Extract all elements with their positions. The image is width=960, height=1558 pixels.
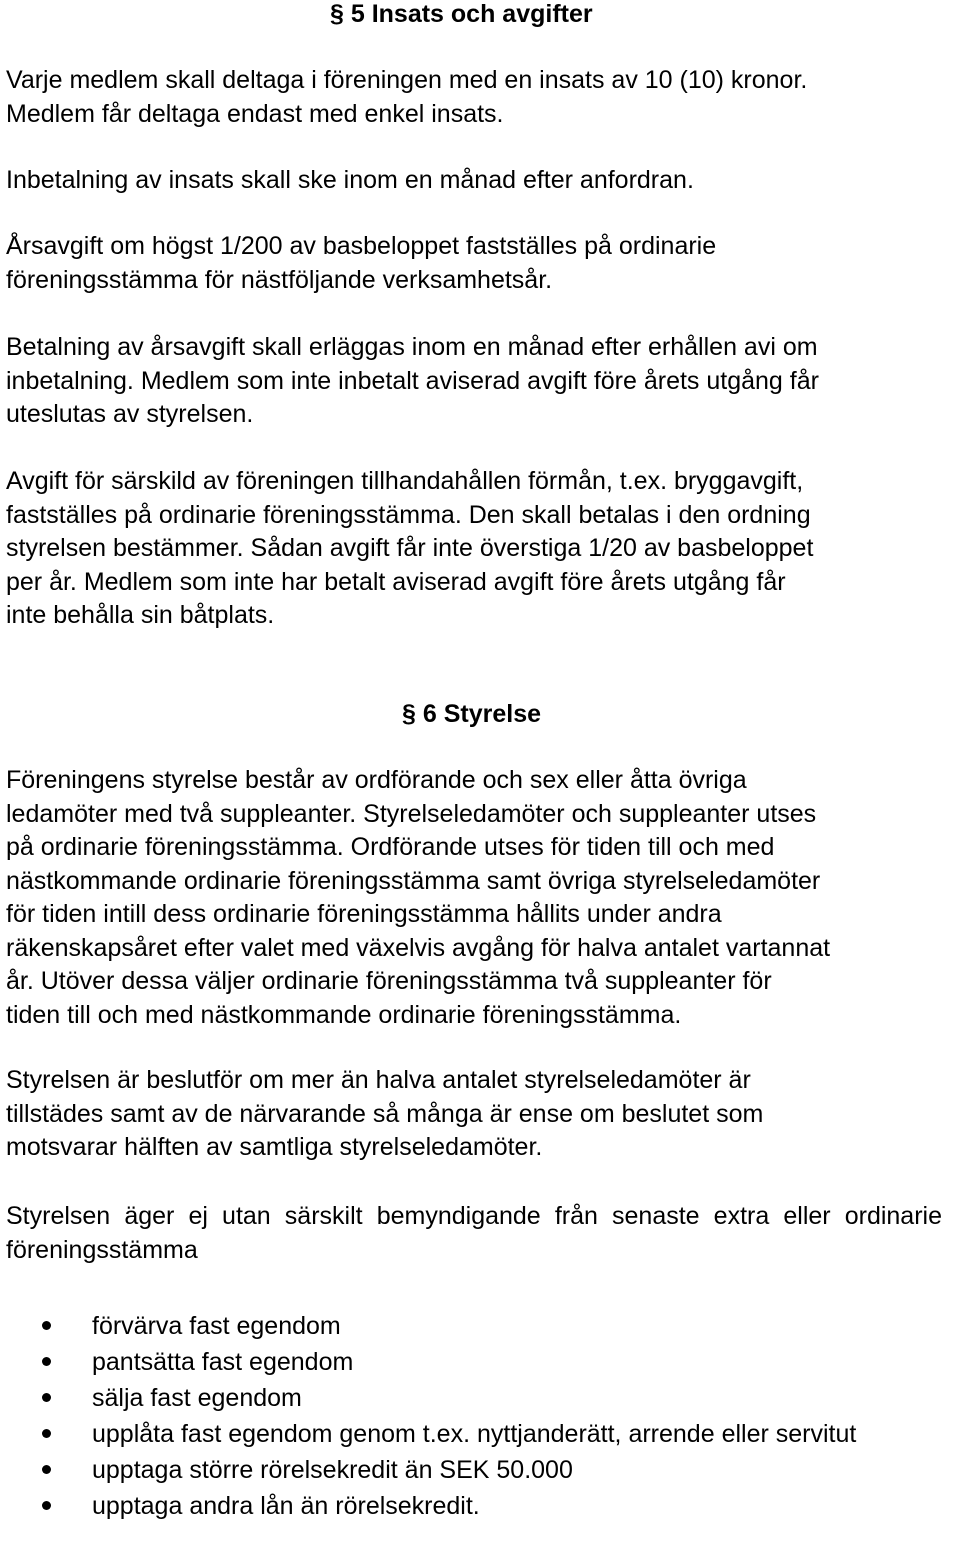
list-item-text: upptaga andra lån än rörelsekredit.	[92, 1492, 480, 1520]
bullet-icon	[42, 1321, 51, 1330]
list-item	[0, 1452, 950, 1488]
bullet-icon	[42, 1465, 51, 1474]
list-item	[0, 1380, 950, 1416]
section-5-heading	[330, 0, 593, 29]
section-5-title: 5 Insats och avgifter	[350, 0, 593, 28]
list-item	[0, 1308, 950, 1344]
section-5-paragraph-1: Varje medlem skall deltaga i föreningen med en insats av 10 (10) kronor. Medlem får deltaga endast med enkel insats.	[6, 66, 808, 128]
section-5-paragraph-3: Årsavgift om högst 1/200 av basbeloppet fastställes på ordinarie föreningsstämma för nästföljande verksamhetsår.	[6, 232, 717, 294]
section-6-heading	[402, 699, 541, 729]
bullet-icon	[42, 1429, 51, 1438]
bullet-icon	[42, 1357, 51, 1366]
section-6-paragraph-1: Föreningens styrelse består av ordförande och sex eller åtta övriga ledamöter med två suppleanter. Styrelseledamöter och suppleanter utses på ordinarie föreningsstämma. Ordförande utses för tiden till och med nästkommande ordinarie föreningsstämma samt övriga styrelseledamöter för tiden intill dess ordinarie föreningsstämma hållits under andra räkenskapsåret efter valet med växelvis avgång för halva antalet vartannat år. Utöver dessa väljer ordinarie föreningsstämma två suppleanter för tiden till och med nästkommande ordinarie föreningsstämma.	[6, 766, 831, 1029]
bullet-icon	[42, 1501, 51, 1510]
list-item	[0, 1488, 950, 1524]
section-5-paragraph-5: Avgift för särskild av föreningen tillhandahållen förmån, t.ex. bryggavgift, fastställes på ordinarie föreningsstämma. Den skall betalas i den ordning styrelsen bestämmer. Sådan avgift får inte överstiga 1/20 av basbeloppet per år. Medlem som inte har betalt aviserad avgift före årets utgång får inte behålla sin båtplats.	[6, 467, 814, 629]
restriction-list	[0, 1308, 950, 1524]
bullet-icon	[42, 1393, 51, 1402]
list-item-text: sälja fast egendom	[92, 1384, 302, 1412]
section-sign: §	[402, 700, 416, 728]
section-sign: §	[330, 0, 344, 28]
section-6-title: 6 Styrelse	[422, 700, 541, 728]
section-5-paragraph-2: Inbetalning av insats skall ske inom en månad efter anfordran.	[6, 166, 694, 194]
list-item-text: upplåta fast egendom genom t.ex. nyttjanderätt, arrende eller servitut	[92, 1420, 857, 1448]
list-item-text: upptaga större rörelsekredit än SEK 50.000	[92, 1456, 573, 1484]
list-item-text: pantsätta fast egendom	[92, 1348, 354, 1376]
list-item	[0, 1416, 950, 1452]
list-item	[0, 1344, 950, 1380]
section-5-paragraph-4: Betalning av årsavgift skall erläggas inom en månad efter erhållen avi om inbetalning. Medlem som inte inbetalt aviserad avgift före årets utgång får uteslutas av styrelsen.	[6, 333, 819, 428]
section-6-paragraph-3: Styrelsen äger ej utan särskilt bemyndigande från senaste extra eller ordinarie föreningsstämma	[6, 1202, 942, 1264]
section-6-paragraph-2: Styrelsen är beslutför om mer än halva antalet styrelseledamöter är tillstädes samt av de närvarande så många är ense om beslutet som motsvarar hälften av samtliga styrelseledamöter.	[6, 1066, 764, 1161]
list-item-text: förvärva fast egendom	[92, 1312, 341, 1340]
